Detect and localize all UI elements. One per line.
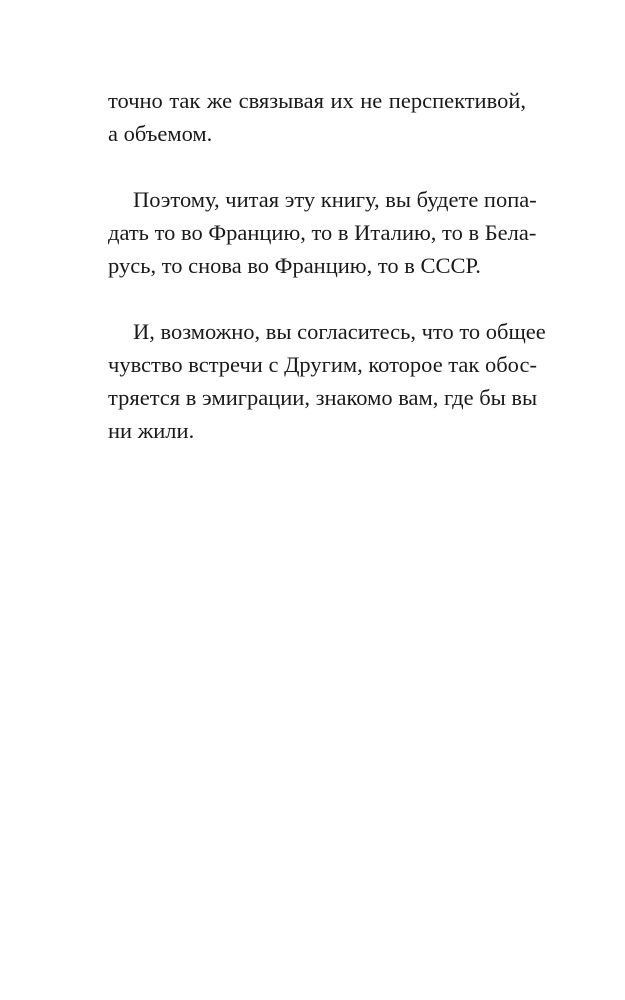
text-line: русь, то снова во Францию, то в СССР. xyxy=(108,253,481,278)
text-line: точно так же связывая их не перспективой, xyxy=(108,88,526,113)
page-text xyxy=(108,84,546,480)
text-line: а объемом. xyxy=(108,121,213,146)
text-line: ни жили. xyxy=(108,418,195,443)
text-line: И, возможно, вы согласитесь, что то общее xyxy=(133,319,546,344)
text-line: тряется в эмиграции, знакомо вам, где бы вы xyxy=(108,385,538,410)
paragraph-1 xyxy=(108,84,526,150)
paragraph-2 xyxy=(108,183,537,282)
text-line: чувство встречи с Другим, которое так обос- xyxy=(108,352,537,377)
text-line: дать то во Францию, то в Италию, то в Бела- xyxy=(108,220,537,245)
text-line: Поэтому, читая эту книгу, вы будете попа- xyxy=(133,187,537,212)
paragraph-3 xyxy=(108,315,546,447)
